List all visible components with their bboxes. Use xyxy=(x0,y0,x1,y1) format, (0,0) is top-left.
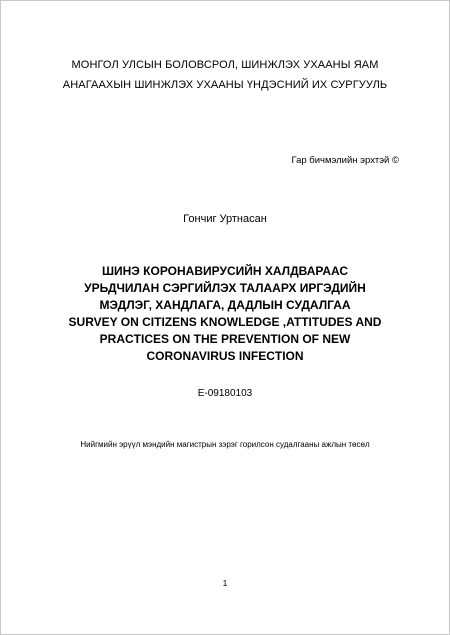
degree-note: Нийгмийн эрүүл мэндийн магистрын зэрэг горилсон судалгааны ажлын төсөл xyxy=(80,440,370,449)
title-en-line-3: CORONAVIRUS INFECTION xyxy=(146,349,304,363)
author-name: Гончиг Уртнасан xyxy=(183,213,267,225)
specialty-code: E-09180103 xyxy=(197,388,253,399)
ministry-line-1: МОНГОЛ УЛСЫН БОЛОВСРОЛ, ШИНЖЛЭХ УХААНЫ ЯАМ xyxy=(71,59,379,71)
ministry-header xyxy=(1,55,449,95)
title-en-line-2: PRACTICES ON THE PREVENTION OF NEW xyxy=(99,332,351,346)
thesis-title xyxy=(41,263,409,365)
copyright-notice: Гар бичмэлийн эрхтэй © xyxy=(291,155,399,166)
ministry-line-2: АНАГААХЫН ШИНЖЛЭХ УХААНЫ ҮНДЭСНИЙ ИХ СУРГУУЛЬ xyxy=(62,79,388,91)
title-mn-line-3: МЭДЛЭГ, ХАНДЛАГА, ДАДЛЫН СУДАЛГАА xyxy=(99,298,351,312)
title-en-line-1: SURVEY ON CITIZENS KNOWLEDGE ,ATTITUDES AND xyxy=(68,315,382,329)
title-mn-line-2: УРЬДЧИЛАН СЭРГИЙЛЭХ ТАЛААРХ ИРГЭДИЙН xyxy=(84,281,366,295)
title-mn-line-1: ШИНЭ КОРОНАВИРУСИЙН ХАЛДВАРААС xyxy=(101,264,349,278)
page-number: 1 xyxy=(222,578,228,588)
